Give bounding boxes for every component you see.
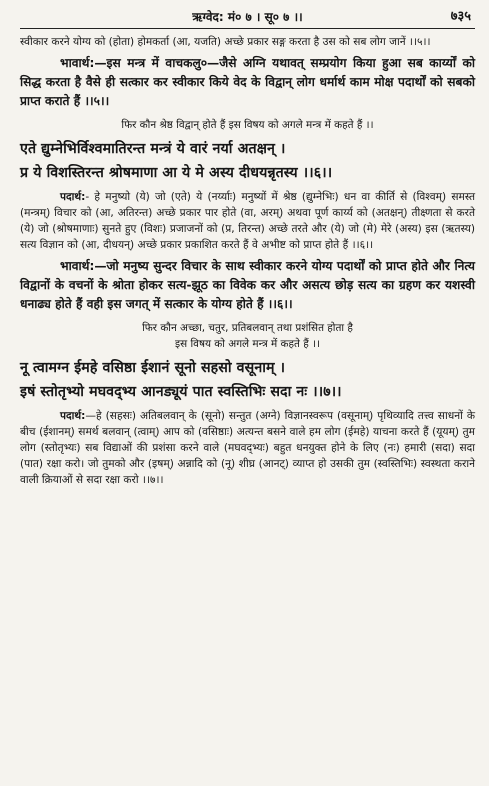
bhavartha-6 [20, 257, 475, 314]
mantra-7-line-2: इषं स्तोतृभ्यो मघवद्भ्य आनड्यूयं पात स्वस्तिभिः सदा नः ।।७।। [20, 384, 342, 400]
padartha-text: - हे मनुष्यो (ये) जो (एते) ये (नर्य्याः) मनुष्यों में श्रेष्ठ (द्युम्नेभिः) धन वा कीर्ति से (विश्वम्) समस्त (मन्त्रम्) विचार को (आ, अतिरन्त) अच्छे प्रकार पार होते (वा, अरम्) अथवा पूर्ण कार्य्य को (अतक्षन्) तीक्ष्णता से करते (ये) जो (श्रोषमाणाः) सुनते हुए (विशः) प्रजाजनों को (प्र, तिरन्त) अच्छे तरते और (ये) जो (मे) मेरे (अस्य) इस (ऋतस्य) सत्य विज्ञान को (आ, दीधयन्) अच्छे प्रकार प्रकाशित करते हैं वे अभीष्ट को प्राप्त होते हैं ।।६।। [20, 191, 475, 251]
bhavartha-label: भावार्थ: [60, 56, 95, 70]
mantra-intro-7-line-1: फिर कौन अच्छा, चतुर, प्रतिबलवान् तथा प्रशंसित होता है [142, 322, 353, 334]
mantra-6-line-2: प्र ये विशस्तिरन्त श्रोषमाणा आ ये मे अस्य दीधयन्नृतस्य ।।६।। [20, 165, 333, 181]
running-title: ऋग्वेद: मं० ७ । सू० ७ ।। [192, 10, 303, 24]
header-rule [20, 28, 475, 29]
page-number: ७३५ [450, 9, 471, 24]
padartha-label: पदार्थ: [60, 191, 86, 203]
mantra-intro-7-line-2: इस विषय को अगले मन्त्र में कहते हैं ।। [175, 338, 320, 350]
padartha-label: पदार्थ: [60, 410, 86, 422]
bhavartha-text: —जो मनुष्य सुन्दर विचार के साथ स्वीकार करने योग्य पदार्थों को प्राप्त होते और नित्य विद्वानों के वचनों के श्रोता होकर सत्य-झूठ का विवेक कर और असत्य छोड़ सत्य का ग्रहण कर यशस्वी धनाढ्य होते हैं वही इस जगत् में सत्कार के योग्य होते हैं ।।६।। [20, 259, 475, 311]
bhavartha-text: —इस मन्त्र में वाचकलु०—जैसे अग्नि यथावत् सम्प्रयोग किया हुआ सब कार्य्यों को सिद्ध करता है वैसे ही सत्कार कर स्वीकार किये वेद के विद्वान् लोग धर्मार्थ काम मोक्ष पदार्थों को सबको प्राप्त कराते हैं ।।५।। [20, 56, 475, 108]
mantra-intro-6: फिर कौन श्रेष्ठ विद्वान् होते हैं इस विषय को अगले मन्त्र में कहते हैं ।। [121, 119, 374, 131]
padartha-text: —हे (सहसः) अतिबलवान् के (सूनो) सन्तुत (अग्ने) विज्ञानस्वरूप (वसूनाम्) पृथिव्यादि तत्त्व साधनों के बीच (ईशानम्) समर्थ बलवान् (त्वाम्) आप को (वसिष्ठाः) अत्यन्त बसने वाले हम लोग (ईमहे) याचना करते हैं (यूयम्) तुम लोग (स्तोतृभ्यः) सब विद्याओं की प्रशंसा करने वाले (मघवद्भ्यः) बहुत धनयुक्त होने के लिए (नः) हमारी (सदा) सदा (पात) रक्षा करो। जो तुमको और (इषम्) अन्नादि को (नू) शीघ्र (आनट्) व्याप्त हो उसकी तुम (स्वस्तिभिः) स्वस्थता कराने वाली क्रियाओं से सदा रक्षा करो ।।७।। [20, 410, 475, 486]
continued-padartha-text: स्वीकार करने योग्य को (होता) होमकर्ता (आ, यजति) अच्छे प्रकार सङ्ग करता है उस को सब लोग जानें ।।५।। [20, 36, 431, 48]
mantra-7-line-1: नू त्वामग्न ईमहे वसिष्ठा ईशानं सूनो सहसो वसूनाम् । [20, 360, 286, 376]
mantra-6-line-1: एते द्युम्नेभिर्विश्वमातिरन्त मन्त्रं ये वारं नर्या अतक्षन् । [20, 141, 286, 157]
bhavartha-5 [20, 54, 475, 111]
page-header [20, 4, 475, 26]
padartha-6 [20, 189, 475, 253]
padartha-7 [20, 408, 475, 488]
bhavartha-label: भावार्थ: [60, 259, 95, 273]
